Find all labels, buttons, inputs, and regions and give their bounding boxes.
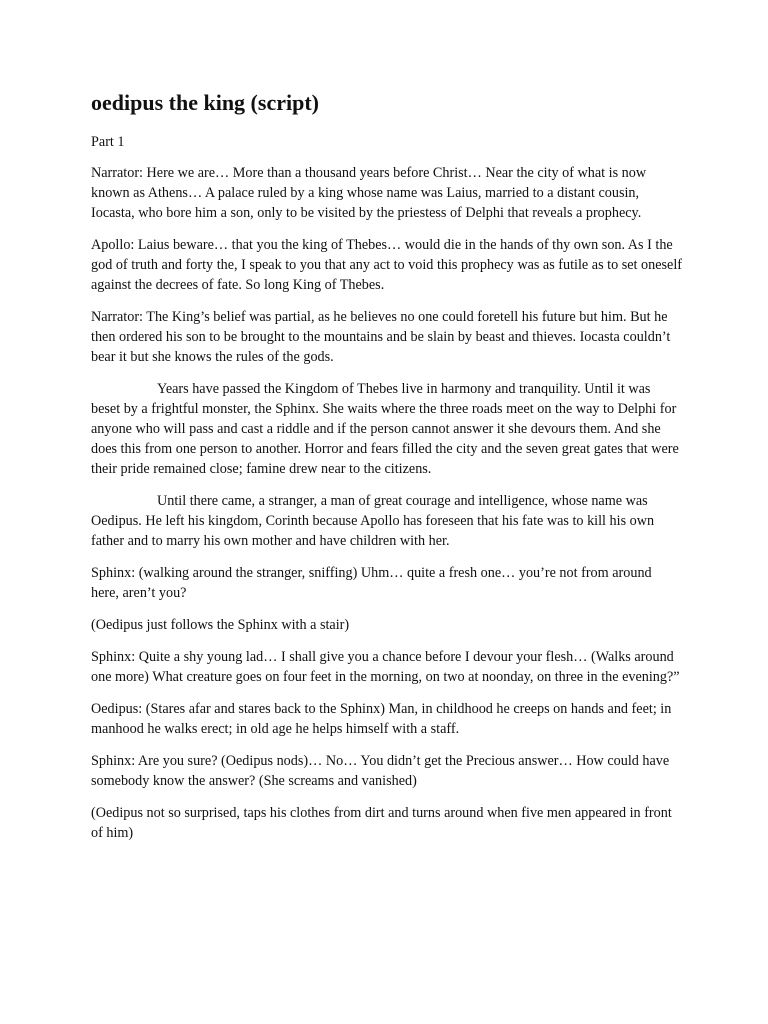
paragraph-sphinx-vanish: Sphinx: Are you sure? (Oedipus nods)… No… You didn’t get the Precious answer… How could have somebody know the answer? (She screams and vanished) xyxy=(91,753,670,789)
paragraph-sphinx-riddle: Sphinx: Quite a shy young lad… I shall give you a chance before I devour your flesh… (Walks around one more) What creature goes on four feet in the morning, on two at noonday, on three in the evening?” xyxy=(91,649,680,685)
paragraph-narrator-intro: Narrator: Here we are… More than a thousand years before Christ… Near the city of what is now known as Athens… A palace ruled by a king whose name was Laius, married to a distant cousin, Iocasta, who bore him a son, only to be visited by the priestess of Delphi that reveals a prophecy. xyxy=(91,165,647,221)
paragraph-five-men: (Oedipus not so surprised, taps his clothes from dirt and turns around when five men appeared in front of him) xyxy=(91,805,672,841)
paragraph-years-passed: Years have passed the Kingdom of Thebes live in harmony and tranquility. Until it was beset by a frightful monster, the Sphinx. She waits where the three roads meet on the way to Delphi for anyone who will pass and cast a riddle and if the person cannot answer it she devours them. And she does this from one person to another. Horror and fears filled the city and the seven great gates that were their pride remained close; famine drew near to the citizens. xyxy=(91,381,679,477)
paragraph-oedipus-stare: (Oedipus just follows the Sphinx with a stair) xyxy=(91,617,350,633)
document-page xyxy=(91,88,683,855)
paragraph-oedipus-answer: Oedipus: (Stares afar and stares back to the Sphinx) Man, in childhood he creeps on hands and feet; in manhood he walks erect; in old age he helps himself with a staff. xyxy=(91,701,672,737)
paragraph-stranger: Until there came, a stranger, a man of great courage and intelligence, whose name was Oedipus. He left his kingdom, Corinth because Apollo has foreseen that his fate was to kill his own father and to marry his own mother and have children with her. xyxy=(91,493,655,549)
paragraph-apollo: Apollo: Laius beware… that you the king of Thebes… would die in the hands of thy own son. As I the god of truth and forty the, I speak to you that any act to void this prophecy was as futile as to set oneself against the decrees of fate. So long King of Thebes. xyxy=(91,237,683,293)
part-heading: Part 1 xyxy=(91,134,125,150)
paragraph-sphinx-sniffing: Sphinx: (walking around the stranger, sniffing) Uhm… quite a fresh one… you’re not from around here, aren’t you? xyxy=(91,565,652,601)
paragraph-narrator-king: Narrator: The King’s belief was partial, as he believes no one could foretell his future but him. But he then ordered his son to be brought to the mountains and be slain by beast and thieves. Iocasta couldn’t bear it but she knows the rules of the gods. xyxy=(91,309,671,365)
document-title: oedipus the king (script) xyxy=(91,90,319,115)
